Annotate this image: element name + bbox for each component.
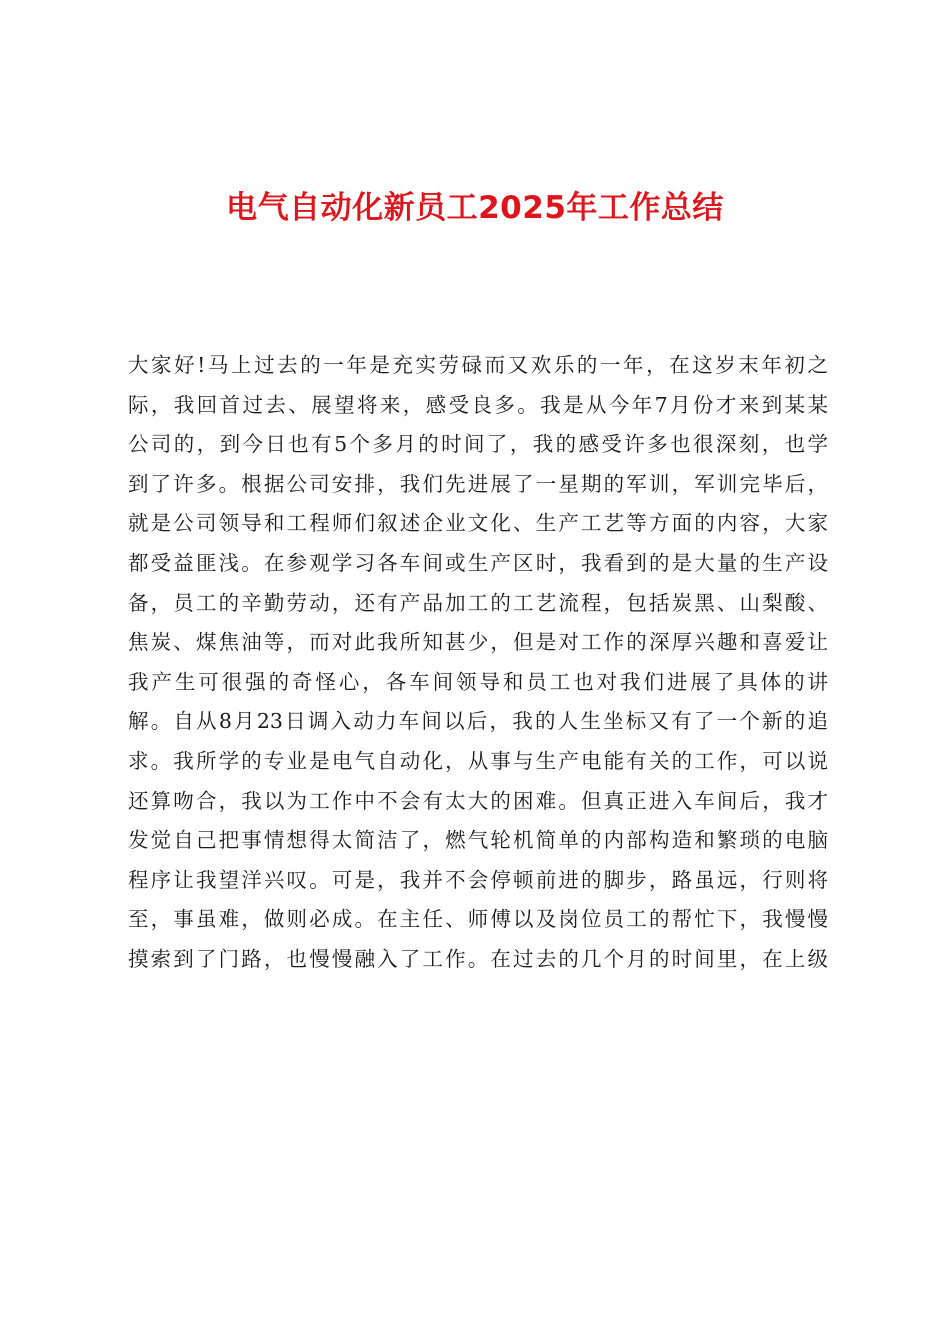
paragraph-line: 还算吻合，我以为工作中不会有太大的困难。但真正进入车间后，我才 xyxy=(128,788,828,813)
paragraph-line: 备，员工的辛勤劳动，还有产品加工的工艺流程，包括炭黑、山梨酸、 xyxy=(128,590,828,615)
paragraph-line: 焦炭、煤焦油等，而对此我所知甚少，但是对工作的深厚兴趣和喜爱让 xyxy=(128,630,828,655)
paragraph-line: 就是公司领导和工程师们叙述企业文化、生产工艺等方面的内容，大家 xyxy=(128,511,828,536)
paragraph-line: 我产生可很强的奇怪心，各车间领导和员工也对我们进展了具体的讲 xyxy=(128,669,828,694)
paragraph-line: 到了许多。根据公司安排，我们先进展了一星期的军训，军训完毕后， xyxy=(128,471,828,496)
paragraph-line: 解。自从8月23日调入动力车间以后，我的人生坐标又有了一个新的追 xyxy=(128,709,828,734)
paragraph-line: 公司的，到今日也有5个多月的时间了，我的感受许多也很深刻，也学 xyxy=(128,432,828,457)
paragraph-line: 大家好!马上过去的一年是充实劳碌而又欢乐的一年，在这岁末年初之 xyxy=(128,353,828,377)
paragraph-line: 发觉自己把事情想得太简洁了，燃气轮机简单的内部构造和繁琐的电脑 xyxy=(128,828,828,853)
paragraph-line: 际，我回首过去、展望将来，感受良多。我是从今年7月份才来到某某 xyxy=(128,392,828,417)
paragraph-line: 至，事虽难，做则必成。在主任、师傅以及岗位员工的帮忙下，我慢慢 xyxy=(128,907,828,932)
paragraph-line: 都受益匪浅。在参观学习各车间或生产区时，我看到的是大量的生产设 xyxy=(128,550,828,575)
document-title: 电气自动化新员工2025年工作总结 xyxy=(226,190,724,226)
body-paragraph xyxy=(128,346,828,980)
paragraph-line: 求。我所学的专业是电气自动化，从事与生产电能有关的工作，可以说 xyxy=(128,748,828,773)
paragraph-line: 程序让我望洋兴叹。可是，我并不会停顿前进的脚步，路虽远，行则将 xyxy=(128,867,828,892)
paragraph-line: 摸索到了门路，也慢慢融入了工作。在过去的几个月的时间里，在上级 xyxy=(128,946,828,971)
